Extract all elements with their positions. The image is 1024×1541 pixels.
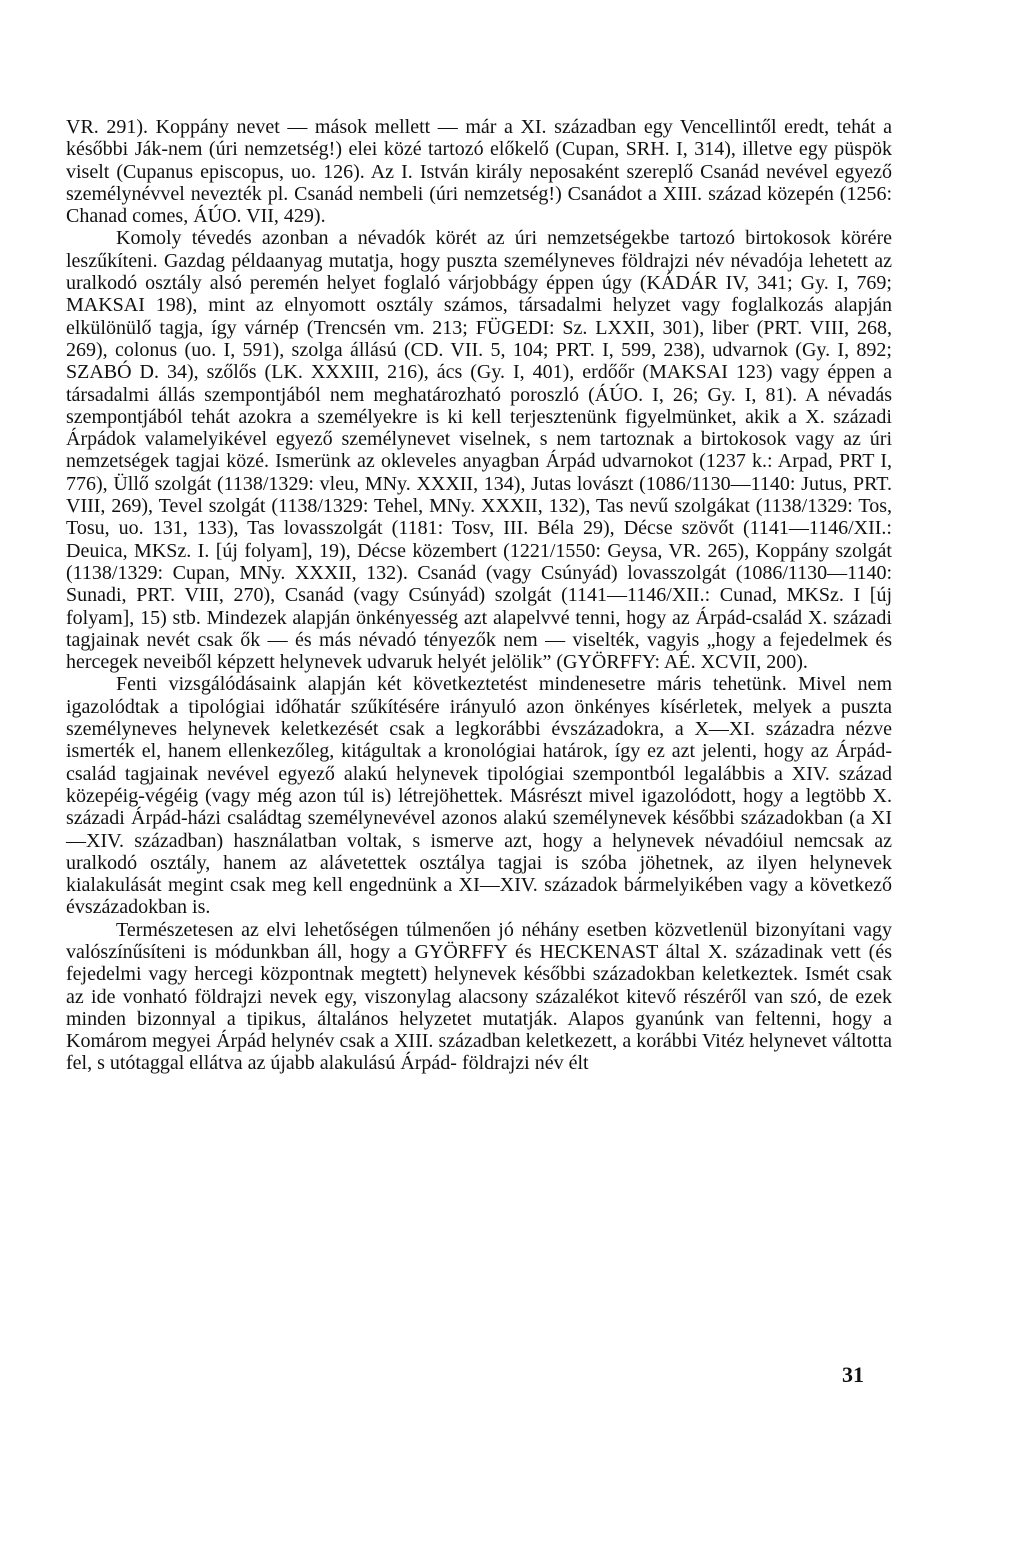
paragraph-1: VR. 291). Koppány nevet — mások mellett — már a XI. században egy Vencellintől eredt, tehát a későbbi Ják-nem (úri nemzetség!) elei közé tartozó előkelő (Cupan, SRH. I, 314), illetve egy püspök viselt (Cupanus episcopus, uo. 126). Az I. István király neposaként szereplő Csanád nevével egyező személynévvel nevezték pl. Csanád nembeli (úri nemzetség!) Csanádot a XIII. század közepén (1256: Chanad comes, ÁÚO. VII, 429). [66,116,892,228]
page-body [66,116,892,1075]
paragraph-2: Komoly tévedés azonban a névadók körét az úri nemzetségekbe tartozó birtokosok körére leszűkíteni. Gazdag példaanyag mutatja, hogy puszta személyneves földrajzi név névadója lehetett az uralkodó osztály alsó peremén helyet foglaló várjobbágy éppen úgy (KÁDÁR IV, 341; Gy. I, 769; MAKSAI 198), mint az elnyomott osztály számos, társadalmi helyzet vagy foglalkozás alapján elkülönülő tagja, így várnép (Trencsén vm. 213; FÜGEDI: Sz. LXXII, 301), liber (PRT. VIII, 268, 269), colonus (uo. I, 591), szolga állású (CD. VII. 5, 104; PRT. I, 599, 238), udvarnok (Gy. I, 892; SZABÓ D. 34), szőlős (LK. XXXIII, 216), ács (Gy. I, 401), erdőőr (MAKSAI 123) vagy éppen a társadalmi állás szempontjából nem meghatározható poroszló (ÁÚO. I, 26; Gy. I, 81). A névadás szempontjából tehát azokra a személyekre is ki kell terjesztenünk figyelmünket, akik a X. századi Árpádok valamelyikével egyező személynevet viselnek, s nem tartoznak a birtokosok vagy az úri nemzetségek tagjai közé. Ismerünk az okleveles anyagban Árpád udvarnokot (1237 k.: Arpad, PRT I, 776), Üllő szolgát (1138/1329: vleu, MNy. XXXII, 134), Jutas lovászt (1086/1130—1140: Jutus, PRT. VIII, 269), Tevel szolgát (1138/1329: Tehel, MNy. XXXII, 132), Tas nevű szolgákat (1138/1329: Tos, Tosu, uo. 131, 133), Tas lovasszolgát (1181: Tosv, III. Béla 29), Décse szövőt (1141—1146/XII.: Deuica, MKSz. I. [új folyam], 19), Décse közembert (1221/1550: Geysa, VR. 265), Koppány szolgát (1138/1329: Cupan, MNy. XXXII, 132). Csanád (vagy Csúnyád) lovasszolgát (1086/1130—1140: Sunadi, PRT. VIII, 270), Csanád (vagy Csúnyád) szolgát (1141—1146/XII.: Cunad, MKSz. I [új folyam], 15) stb. Mindezek alapján önkényesség azt alapelvvé tenni, hogy az Árpád-család X. századi tagjainak nevét csak ők — és más névadó tényezők nem — viselték, vagyis „hogy a fejedelmek és hercegek neveiből képzett helynevek udvaruk helyét jelölik” (GYÖRFFY: AÉ. XCVII, 200). [66,227,892,674]
page-number: 31 [842,1362,864,1387]
paragraph-3: Fenti vizsgálódásaink alapján két következtetést mindenesetre máris tehetünk. Mivel nem igazolódtak a tipológiai időhatár szűkítésére irányuló azon önkényes kísérletek, melyek a puszta személyneves helynevek keletkezését csak a legkorábbi évszázadokra, a X—XI. századra nézve ismerték el, hanem ellenkezőleg, kitágultak a kronológiai határok, így ez azt jelenti, hogy az Árpád-család tagjainak nevével egyező alakú helynevek tipológiai szempontból legalábbis a XIV. század közepéig-végéig (vagy még azon túl is) létrejöhettek. Másrészt mivel igazolódott, hogy a legtöbb X. századi Árpád-házi családtag személynevével azonos alakú személynevek későbbi századokban (a XI—XIV. században) használatban voltak, s ismerve azt, hogy a helynevek névadóiul nemcsak az uralkodó osztály, hanem az alávetettek osztálya tagjai is szóba jöhetnek, az ilyen helynevek kialakulását megint csak meg kell engednünk a XI—XIV. századok bármelyikében vagy a következő évszázadokban is. [66,673,892,919]
paragraph-4: Természetesen az elvi lehetőségen túlmenően jó néhány esetben közvetlenül bizonyítani vagy valószínűsíteni is módunkban áll, hogy a GYÖRFFY és HECKENAST által X. századinak vett (és fejedelmi vagy hercegi központnak megtett) helynevek későbbi századokban keletkeztek. Ismét csak az ide vonható földrajzi nevek egy, viszonylag alacsony százalékot kitevő részéről van szó, de ezek minden bizonnyal a tipikus, általános helyzetet mutatják. Alapos gyanúnk van feltenni, hogy a Komárom megyei Árpád helynév csak a XIII. században keletkezett, a korábbi Vitéz helynevet váltotta fel, s utótaggal ellátva az újabb alakulású Árpád- földrajzi név élt [66,918,892,1075]
